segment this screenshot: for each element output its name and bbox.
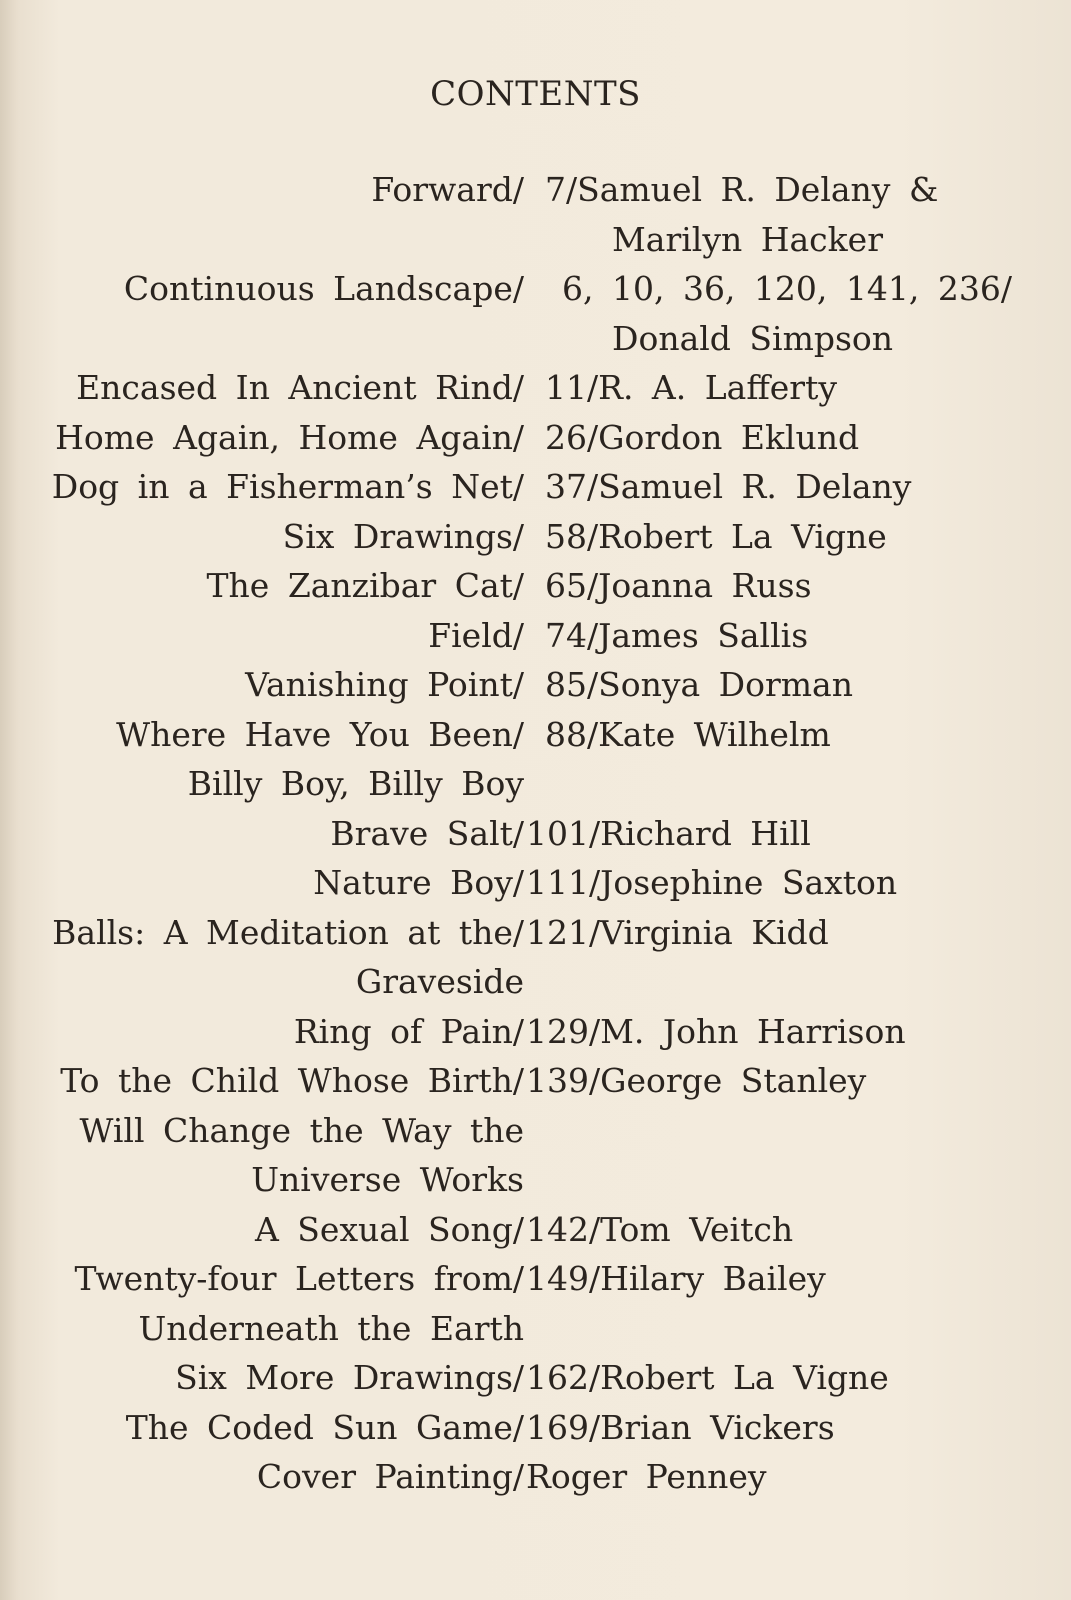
toc-title: The Zanzibar Cat/: [206, 566, 524, 605]
toc-line: [0, 764, 1071, 814]
page-title: CONTENTS: [430, 74, 641, 114]
toc-title: To the Child Whose Birth/: [60, 1061, 524, 1100]
toc-line: [0, 566, 1071, 616]
toc-line: [0, 863, 1071, 913]
toc-title: Balls: A Meditation at the/: [52, 912, 524, 952]
toc-page-author: 88/Kate Wilhelm: [545, 714, 831, 754]
toc-page-author: 101/Richard Hill: [526, 813, 811, 853]
toc-line: [0, 269, 1071, 319]
toc-title: Dog in a Fisherman’s Net/: [51, 467, 524, 506]
toc-title: Where Have You Been/: [116, 714, 524, 754]
toc-line: [0, 1210, 1071, 1260]
toc-line: [0, 616, 1071, 666]
toc-page-author: 85/Sonya Dorman: [545, 665, 853, 704]
toc-title: Field/: [428, 615, 524, 655]
toc-line: [0, 1012, 1071, 1062]
toc-line: [0, 1111, 1071, 1161]
toc-page-author: 65/Joanna Russ: [545, 566, 812, 605]
toc-title: Six Drawings/: [282, 516, 524, 556]
toc-title: Graveside: [355, 962, 524, 1001]
toc-line: [0, 814, 1071, 864]
toc-title: Continuous Landscape/: [123, 269, 524, 308]
toc-page-author: Roger Penney: [526, 1457, 767, 1496]
toc-page-author: 121/Virginia Kidd: [526, 912, 829, 952]
toc-title: Ring of Pain/: [293, 1011, 524, 1051]
toc-line: [0, 368, 1071, 418]
toc-line: [0, 715, 1071, 765]
toc-line: [0, 1457, 1071, 1507]
toc-page-author: 74/James Sallis: [545, 615, 809, 655]
toc-page-author: 142/Tom Veitch: [526, 1209, 794, 1249]
toc-page-author: 6, 10, 36, 120, 141, 236/: [562, 269, 1012, 308]
toc-line: [0, 1160, 1071, 1210]
toc-title: Universe Works: [251, 1160, 524, 1199]
toc-page-author: Donald Simpson: [612, 318, 894, 358]
toc-page-author: Marilyn Hacker: [612, 219, 883, 259]
toc-page-author: 7/Samuel R. Delany &: [545, 170, 939, 209]
toc-page-author: 162/Robert La Vigne: [526, 1358, 889, 1397]
toc-page-author: 26/Gordon Eklund: [545, 417, 860, 457]
toc-line: [0, 665, 1071, 715]
toc-page-author: 139/George Stanley: [526, 1061, 867, 1100]
toc-title: Six More Drawings/: [175, 1358, 524, 1397]
toc-line: [0, 913, 1071, 963]
table-of-contents: [0, 170, 1071, 1507]
toc-title: Encased In Ancient Rind/: [76, 368, 524, 407]
toc-title: Will Change the Way the: [79, 1110, 524, 1150]
toc-title: Twenty-four Letters from/: [74, 1259, 524, 1298]
toc-line: [0, 319, 1071, 369]
toc-title: Billy Boy, Billy Boy: [187, 764, 524, 803]
toc-line: [0, 1309, 1071, 1359]
toc-line: [0, 418, 1071, 468]
toc-title: A Sexual Song/: [254, 1209, 524, 1249]
toc-title: Home Again, Home Again/: [55, 417, 524, 457]
toc-page-author: 129/M. John Harrison: [526, 1011, 906, 1051]
toc-title: Nature Boy/: [313, 863, 524, 902]
toc-page-author: 169/Brian Vickers: [526, 1407, 835, 1447]
toc-line: [0, 962, 1071, 1012]
toc-page-author: 58/Robert La Vigne: [545, 516, 887, 556]
toc-line: [0, 1061, 1071, 1111]
toc-line: [0, 517, 1071, 567]
toc-page-author: 149/Hilary Bailey: [526, 1259, 826, 1298]
toc-line: [0, 220, 1071, 270]
toc-title: The Coded Sun Game/: [125, 1407, 524, 1447]
toc-line: [0, 1259, 1071, 1309]
toc-line: [0, 467, 1071, 517]
toc-title: Brave Salt/: [330, 813, 524, 853]
toc-title: Forward/: [371, 170, 524, 209]
toc-title: Cover Painting/: [256, 1457, 524, 1496]
toc-title: Vanishing Point/: [245, 665, 524, 704]
toc-page-author: 111/Josephine Saxton: [526, 863, 898, 902]
toc-page-author: 11/R. A. Lafferty: [545, 368, 837, 407]
toc-line: [0, 170, 1071, 220]
toc-line: [0, 1358, 1071, 1408]
toc-title: Underneath the Earth: [138, 1308, 524, 1348]
toc-page-author: 37/Samuel R. Delany: [545, 467, 912, 506]
toc-line: [0, 1408, 1071, 1458]
